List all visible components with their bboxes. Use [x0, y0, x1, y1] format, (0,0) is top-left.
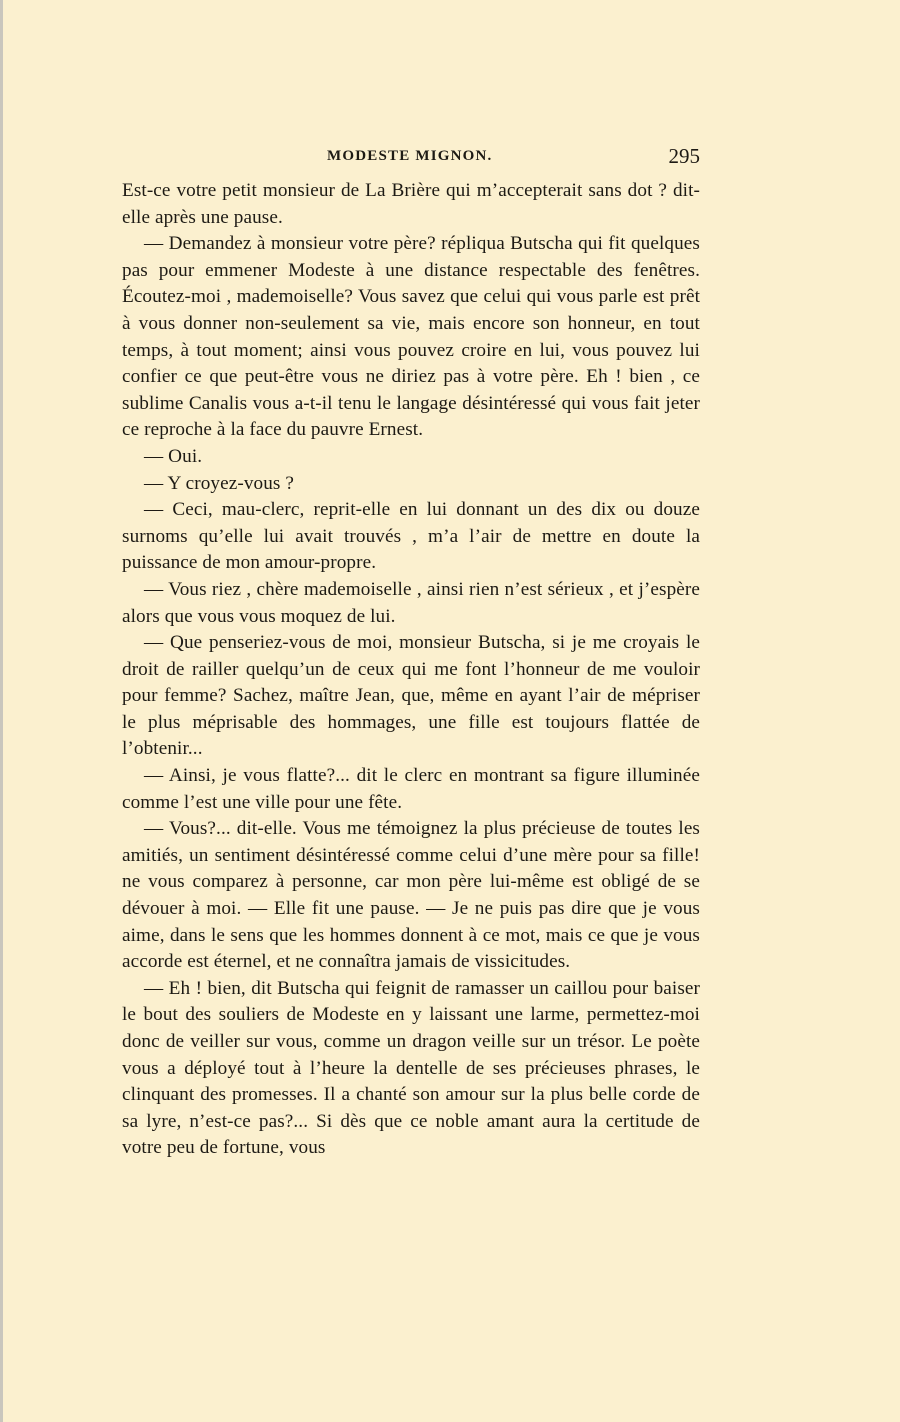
paragraph: Est-ce votre petit monsieur de La Brière qui m’accepterait sans dot ? dit-elle après une pause.	[122, 180, 700, 228]
paragraph: — Ainsi, je vous flatte?... dit le clerc en montrant sa figure illuminée comme l’est une ville pour une fête.	[122, 765, 700, 813]
paragraph: — Vous?... dit-elle. Vous me témoignez la plus précieuse de toutes les amitiés, un sentiment désintéressé comme celui d’une mère pour sa fille! ne vous comparez à personne, car mon père lui-même est obligé de se dévouer à moi. — Elle fit une pause. — Je ne puis pas dire que je vous aime, dans le sens que les hommes donnent à ce mot, mais ce que je vous accorde est éternel, et ne connaîtra jamais de vissicitudes.	[122, 818, 700, 973]
page-number: 295	[668, 144, 700, 168]
paragraph: — Eh ! bien, dit Butscha qui feignit de ramasser un caillou pour baiser le bout des souliers de Modeste en y laissant une larme, permettez-moi donc de veiller sur vous, comme un dragon veille sur un trésor. Le poète vous a déployé tout à l’heure la dentelle de ses précieuses phrases, le clinquant des promesses. Il a chanté son amour sur la plus belle corde de sa lyre, n’est-ce pas?... Si dès que ce noble amant aura la certitude de votre peu de fortune, vous	[122, 977, 700, 1159]
scan-edge	[0, 0, 3, 1422]
paragraph: — Y croyez-vous ?	[144, 472, 294, 494]
book-page	[122, 146, 700, 1162]
running-head	[122, 146, 700, 176]
paragraph: — Vous riez , chère mademoiselle , ainsi rien n’est sérieux , et j’espère alors que vous vous moquez de lui.	[122, 578, 700, 627]
running-title: MODESTE MIGNON.	[327, 148, 493, 164]
body-text	[122, 178, 700, 1162]
paragraph: — Oui.	[144, 445, 203, 467]
paragraph: — Demandez à monsieur votre père? répliqua Butscha qui fit quelques pas pour emmener Modeste à une distance respectable des fenêtres. Écoutez-moi , mademoiselle? Vous savez que celui qui vous parle est prêt à vous donner non-seulement sa vie, mais encore son honneur, en tout temps, à tout moment; ainsi vous pouvez croire en lui, vous pouvez lui confier ce que peut-être vous ne diriez pas à votre père. Eh ! bien , ce sublime Canalis vous a-t-il tenu le langage désintéressé qui vous fait jeter ce reproche à la face du pauvre Ernest.	[122, 233, 700, 441]
paragraph: — Que penseriez-vous de moi, monsieur Butscha, si je me croyais le droit de railler quelqu’un de ceux qui me font l’honneur de me vouloir pour femme? Sachez, maître Jean, que, même en ayant l’air de mépriser le plus méprisable des hommages, une fille est toujours flattée de l’obtenir...	[122, 632, 700, 760]
paragraph: — Ceci, mau-clerc, reprit-elle en lui donnant un des dix ou douze surnoms qu’elle lui avait trouvés , m’a l’air de mettre en doute la puissance de mon amour-propre.	[122, 499, 700, 574]
